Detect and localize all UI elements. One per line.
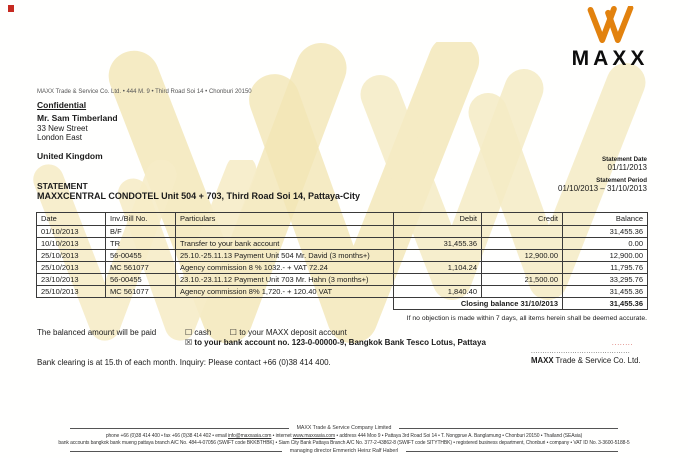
cell-particulars: 23.10.-23.11.12 Payment Unit 703 Mr. Hahn (3 months+)	[176, 274, 394, 286]
cell-balance: 12,900.00	[563, 250, 648, 262]
cell-debit	[394, 226, 482, 238]
col-header-credit: Credit	[482, 213, 563, 226]
signature-dotted-line: ...........................................	[531, 348, 631, 355]
cell-particulars: Transfer to your bank account	[176, 238, 394, 250]
cell-balance: 31,455.36	[563, 226, 648, 238]
footer-line4	[0, 448, 688, 454]
footer-rule	[70, 451, 282, 452]
statement-date-value: 01/11/2013	[607, 163, 647, 172]
cell-date: 25/10/2013	[37, 286, 106, 298]
statement-meta	[558, 156, 647, 198]
table-row	[37, 238, 648, 250]
cell-balance: 33,295.76	[563, 274, 648, 286]
cell-particulars: 25.10.-25.11.13 Payment Unit 504 Mr. David (3 months+)	[176, 250, 394, 262]
footer-line3: bank accounts bangkok bank mueng pattaya branch A/C No. 484-4-07056 (SWIFT code BKKBTHBK) • Siam City Bank Pattaya Branch A/C No. 377-2-43862-8 (SWIFT code SITYTHBK) • registered business department, Chonburi • company • VAT ID No. 3-3600-5188-5	[58, 440, 630, 446]
cell-inv: MC 561077	[106, 262, 176, 274]
cell-date: 10/10/2013	[37, 238, 106, 250]
footer-rule	[399, 428, 618, 429]
red-dotted-mark: ........	[612, 341, 634, 347]
table-row	[37, 262, 648, 274]
closing-balance-row	[37, 298, 648, 310]
recipient-name: Mr. Sam Timberland	[37, 113, 118, 123]
signature-company-rest: Trade & Service Co. Ltd.	[553, 356, 641, 365]
red-scan-mark	[8, 5, 14, 12]
cell-balance: 0.00	[563, 238, 648, 250]
statement-period-value: 01/10/2013 – 31/10/2013	[558, 184, 647, 193]
recipient-address-line1: 33 New Street	[37, 124, 88, 133]
cell-particulars: Agency commission 8% 1,720.- + 120.40 VAT	[176, 286, 394, 298]
company-logo	[562, 6, 658, 71]
checkbox-unchecked-icon: ☐	[185, 328, 193, 337]
checkbox-checked-icon: ☒	[185, 338, 193, 347]
col-header-date: Date	[37, 213, 106, 226]
cell-date: 25/10/2013	[37, 262, 106, 274]
cell-particulars: Agency commission 8 % 1032.- + VAT 72.24	[176, 262, 394, 274]
cell-debit	[394, 250, 482, 262]
footer-managing-director: managing director Emmerich Heinz Ralf Haberl	[289, 448, 399, 454]
cell-debit: 31,455.36	[394, 238, 482, 250]
col-header-debit: Debit	[394, 213, 482, 226]
cell-inv: 56-00455	[106, 250, 176, 262]
table-row	[37, 226, 648, 238]
cell-date: 25/10/2013	[37, 250, 106, 262]
cell-date: 01/10/2013	[37, 226, 106, 238]
footer-contact-text: • internet	[271, 433, 293, 439]
table-row	[37, 250, 648, 262]
cell-inv: B/F	[106, 226, 176, 238]
cell-credit: 12,900.00	[482, 250, 563, 262]
cell-credit	[482, 286, 563, 298]
payment-intro: The balanced amount will be paid	[37, 328, 157, 337]
cell-inv: 56-00455	[106, 274, 176, 286]
col-header-particulars: Particulars	[176, 213, 394, 226]
cell-particulars	[176, 226, 394, 238]
cell-debit: 1,104.24	[394, 262, 482, 274]
table-row	[37, 286, 648, 298]
payment-option-cash-label: cash	[194, 328, 212, 337]
payment-option-bank-label: to your bank account no. 123-0-00000-9, Bangkok Bank Tesco Lotus, Pattaya	[194, 338, 486, 347]
recipient-country: United Kingdom	[37, 151, 103, 161]
table-header-row	[37, 213, 648, 226]
brand-name: MAXX	[571, 47, 649, 70]
closing-balance-value: 31,455.36	[563, 298, 648, 310]
bank-clearing-note: Bank clearing is at 15.th of each month. Inquiry: Please contact +66 (0)38 414 400.	[37, 358, 331, 367]
transactions-table	[36, 212, 648, 310]
statement-title: STATEMENT	[37, 181, 88, 191]
cell-debit: 1,840.40	[394, 286, 482, 298]
col-header-balance: Balance	[563, 213, 648, 226]
confidential-label: Confidential	[37, 100, 87, 110]
table-row	[37, 274, 648, 286]
sender-line: MAXX Trade & Service Co. Ltd. • 444 M. 9 • Third Road Soi 14 • Chonburi 20150	[37, 89, 252, 95]
footer-rule	[406, 451, 618, 452]
signature-block	[531, 349, 651, 365]
signature-company-bold: MAXX	[531, 356, 554, 365]
cell-inv: MC 561077	[106, 286, 176, 298]
maxx-crown-logo-icon	[583, 6, 637, 44]
payment-option-bank	[185, 338, 486, 347]
footer-line2	[0, 433, 688, 439]
footer-address-text: • address 444 Moo 9 • Pattaya 3rd Road Soi 14 • T. Nongprue A. Banglamung • Chonburi 20150 • Thailand (SEAsia)	[335, 433, 583, 439]
cell-date: 23/10/2013	[37, 274, 106, 286]
col-header-inv: Inv./Bill No.	[106, 213, 176, 226]
footer-email: info@maxxasia.com	[227, 433, 272, 439]
cell-balance: 11,795.76	[563, 262, 648, 274]
cell-credit	[482, 262, 563, 274]
signature-company	[531, 356, 651, 365]
footer-rule	[70, 428, 289, 429]
checkbox-unchecked-icon: ☐	[229, 328, 237, 337]
footer-contact-text: phone +66 (0)38 414 400 • fax +66 (0)38 414 402 • email	[105, 433, 228, 439]
cell-credit	[482, 226, 563, 238]
closing-balance-label: Closing balance 31/10/2013	[394, 298, 563, 310]
cell-inv: TR	[106, 238, 176, 250]
statement-period-label: Statement Period	[596, 177, 647, 184]
footer-website: www.maxxasia.com	[292, 433, 336, 439]
closing-row-spacer	[37, 298, 394, 310]
objection-note: If no objection is made within 7 days, all items herein shall be deemed accurate.	[406, 315, 647, 322]
cell-credit	[482, 238, 563, 250]
footer-line1	[0, 425, 688, 431]
payment-option-deposit-label: to your MAXX deposit account	[239, 328, 347, 337]
cell-debit	[394, 274, 482, 286]
footer-company-name: MAXX Trade & Service Company Limited	[296, 425, 392, 431]
cell-balance: 31,455.36	[563, 286, 648, 298]
statement-subtitle: MAXXCENTRAL CONDOTEL Unit 504 + 703, Third Road Soi 14, Pattaya-City	[37, 191, 360, 201]
payment-options	[185, 328, 347, 337]
statement-date-label: Statement Date	[601, 156, 647, 163]
cell-credit: 21,500.00	[482, 274, 563, 286]
recipient-address-line2: London East	[37, 133, 82, 142]
